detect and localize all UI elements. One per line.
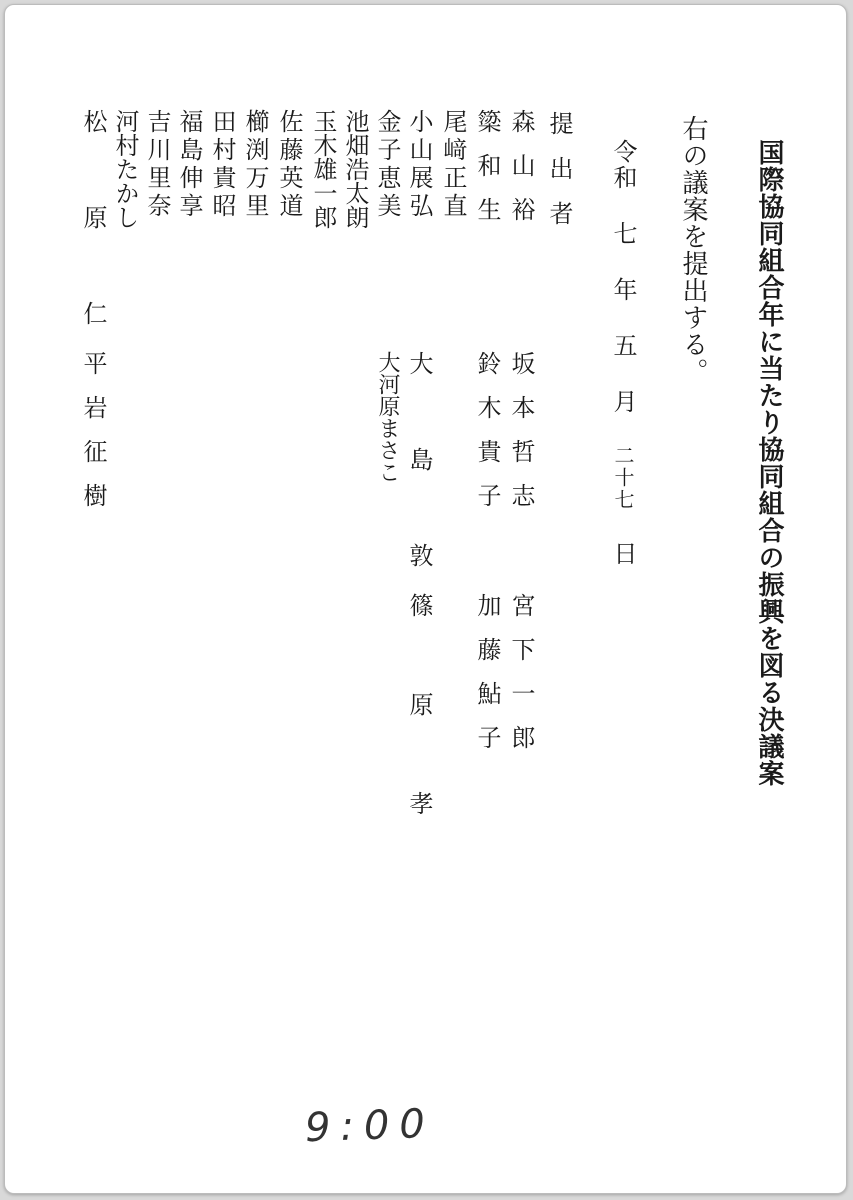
- submitter-name: 小山展弘: [405, 109, 433, 221]
- submission-date: [607, 139, 639, 567]
- submitter-name: 佐藤英道: [275, 109, 303, 221]
- submitter-name: 平岩征樹: [79, 351, 107, 527]
- submission-statement: 右の議案を提出する。: [678, 115, 708, 385]
- submitter-name: 河村たかし: [111, 109, 139, 229]
- date-year-unit: 年: [609, 277, 637, 303]
- submitter-name: 森山裕: [507, 109, 535, 241]
- submitter-name: 田村貴昭: [208, 109, 236, 221]
- submitter-name: 池畑浩太朗: [341, 109, 369, 229]
- resolution-title: 国際協同組合年に当たり協同組合の振興を図る決議案: [754, 139, 784, 787]
- submitter-name: 松原仁: [79, 109, 107, 397]
- submitter-name: 簗和生: [473, 109, 501, 241]
- date-day: 二十七: [611, 445, 635, 511]
- submitter-name: 尾﨑正直: [439, 109, 467, 221]
- submitter-name: 加藤鮎子: [473, 593, 501, 769]
- date-era: 令和: [609, 139, 637, 191]
- date-year: 七: [609, 221, 637, 247]
- submitter-name: 篠原孝: [405, 593, 433, 890]
- submitter-name: 櫛渕万里: [241, 109, 269, 221]
- submitter-name: 福島伸享: [175, 109, 203, 221]
- submitter-name: 吉川里奈: [143, 109, 171, 221]
- date-day-unit: 日: [609, 541, 637, 567]
- document-page: [4, 4, 847, 1194]
- submitter-name: 宮下一郎: [507, 593, 535, 769]
- date-month: 五: [609, 333, 637, 359]
- submitter-name: 金子恵美: [373, 109, 401, 221]
- submitter-label: 提出者: [545, 111, 573, 246]
- submitter-name: 玉木雄一郎: [309, 109, 337, 229]
- submitter-name: 大島敦: [405, 351, 433, 639]
- submitter-name: 坂本哲志: [507, 351, 535, 527]
- handwritten-time-note: 9:00: [304, 1100, 436, 1152]
- date-month-unit: 月: [609, 389, 637, 415]
- submitter-name: 大河原まさこ: [375, 351, 400, 483]
- submitter-name: 鈴木貴子: [473, 351, 501, 527]
